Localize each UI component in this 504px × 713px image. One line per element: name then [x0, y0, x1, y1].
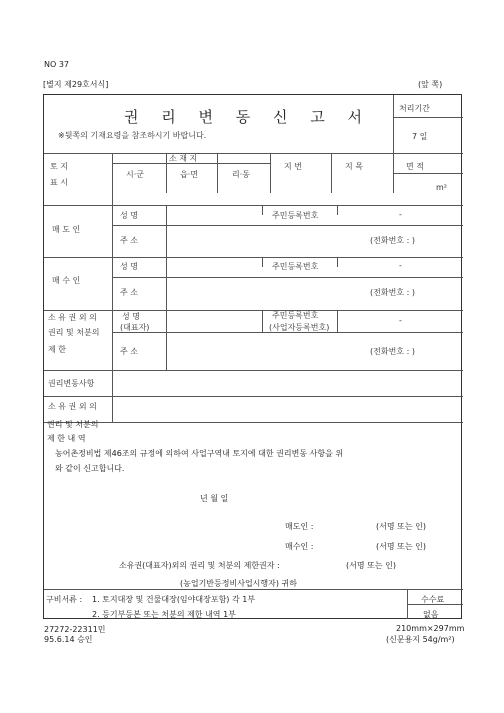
seller-id-dash: - — [399, 210, 402, 219]
fee-label: 수수료 — [421, 595, 445, 604]
attachment-item-2: 2. 등기부등본 또는 처분의 제한 내역 1부 — [92, 610, 236, 619]
holder-name-label: 성 명 — [122, 312, 140, 321]
buyer-id-dash: - — [399, 261, 402, 270]
holder-label-3: 제 한 — [48, 345, 66, 354]
holder-sign-label: 소유권(대표자)외의 권리 및 처분의 제한권자 : — [119, 561, 280, 570]
fee-value: 없음 — [423, 610, 439, 619]
footer-paper: (신문용지 54g/m²) — [386, 635, 455, 644]
rights-details-label-2: 권리 및 처분의 — [47, 420, 99, 429]
declaration-date: 년 월 일 — [200, 494, 229, 503]
holder-label-2: 권리 및 처분의 — [48, 328, 100, 337]
side-label: (앞 쪽) — [418, 80, 443, 89]
footer-approval: 95.6.14 승인 — [44, 635, 93, 644]
instruction-text: ※뒷쪽의 기재요령을 참조하시기 바랍니다. — [58, 131, 207, 140]
attachments-label: 구비서류 : — [46, 595, 83, 604]
seller-sign-label: 매도인 : — [285, 522, 314, 531]
buyer-address-label: 주 소 — [120, 288, 138, 297]
rights-change-label: 권리변동사항 — [48, 379, 95, 388]
village-label: 리·동 — [232, 170, 250, 179]
doc-number: NO 37 — [44, 60, 70, 69]
holder-rep-label: (대표자) — [120, 323, 150, 332]
footer-size: 210mm×297mm — [396, 624, 465, 633]
holder-label-1: 소 유 권 외 의 — [48, 313, 97, 322]
land-label-1: 토 지 — [50, 162, 68, 171]
buyer-label: 매 수 인 — [52, 276, 81, 285]
seller-address-label: 주 소 — [120, 236, 138, 245]
seller-sign-hint: (서명 또는 인) — [376, 522, 426, 531]
form-title: 권 리 변 동 신 고 서 — [124, 108, 372, 126]
buyer-phone-label: (전화번호 : ) — [370, 288, 415, 297]
recipient-label: (농업기반등정비사업시행자) 귀하 — [180, 579, 297, 588]
holder-sign-hint: (서명 또는 인) — [346, 561, 396, 570]
attachment-item-1: 1. 토지대장 및 건물대장(임야대장포함) 각 1부 — [92, 595, 256, 604]
buyer-name-label: 성 명 — [120, 262, 138, 271]
rights-details-label-3: 제 한 내 역 — [47, 434, 86, 443]
processing-label: 처리기간 — [399, 104, 430, 113]
area-unit: m² — [436, 183, 447, 192]
lot-label: 지 번 — [284, 162, 302, 171]
category-label: 지 목 — [345, 162, 363, 171]
seller-id-label: 주민등록번호 — [272, 211, 319, 220]
buyer-sign-hint: (서명 또는 인) — [376, 542, 426, 551]
holder-id-label: 주민등록번호 — [272, 311, 319, 320]
location-label: 소 재 지 — [169, 154, 198, 163]
declaration-line-2: 와 같이 신고합니다. — [55, 464, 125, 473]
footer-code: 27272-22311민 — [44, 625, 106, 634]
holder-address-label: 주 소 — [120, 347, 138, 356]
form-label: [별지 제29호서식] — [43, 80, 109, 89]
buyer-sign-label: 매수인 : — [285, 542, 314, 551]
rights-details-label-1: 소 유 권 외 의 — [48, 402, 97, 411]
area-label: 면 적 — [406, 162, 424, 171]
holder-phone-label: (전화번호 : ) — [370, 347, 415, 356]
seller-label: 매 도 인 — [52, 225, 81, 234]
declaration-line-1: 농어촌정비법 제46조의 규정에 의하여 사업구역내 토지에 대한 권리변동 사항을 위 — [55, 449, 344, 458]
holder-id-dash: - — [399, 316, 402, 325]
buyer-id-label: 주민등록번호 — [272, 262, 319, 271]
seller-phone-label: (전화번호 : ) — [370, 236, 415, 245]
land-label-2: 표 시 — [50, 178, 68, 187]
holder-bizno-label: (사업자등록번호) — [269, 323, 330, 332]
town-label: 읍·면 — [180, 170, 198, 179]
processing-value: 7 일 — [412, 132, 428, 141]
seller-name-label: 성 명 — [120, 211, 138, 220]
city-label: 시·군 — [126, 170, 144, 179]
